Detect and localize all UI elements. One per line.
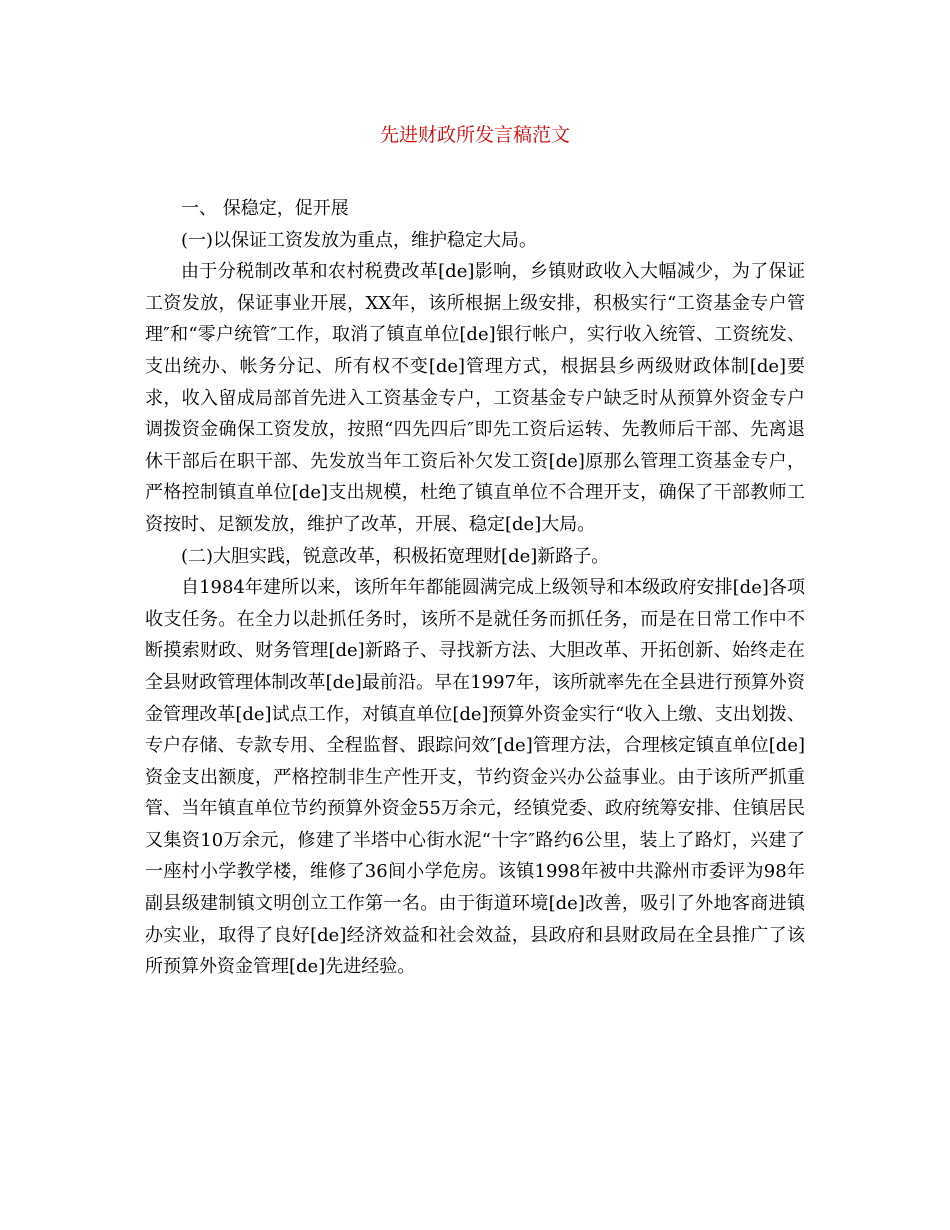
subsection-heading: (二)大胆实践，锐意改革，积极拓宽理财[de]新路子。 <box>181 545 610 567</box>
subsection-heading: (一)以保证工资发放为重点，维护稳定大局。 <box>181 229 538 251</box>
body-paragraph: 由于分税制改革和农村税费改革[de]影响，乡镇财政收入大幅减少，为了保证工资发放，保证事业开展，XX年，该所根据上级安排，积极实行“工资基金专户管理″和“零户统管″工作，取消了镇直单位[de]银行帐户，实行收入统管、工资统发、支出统办、帐务分记、所有权不变[de]管理方式，根据县乡两级财政体制[de]要求，收入留成局部首先进入工资基金专户，工资基金专户缺乏时从预算外资金专户调拨资金确保工资发放，按照“四先四后″即先工资后运转、先教师后干部、先离退休干部后在职干部、先发放当年工资后补欠发工资[de]原那么管理工资基金专户，严格控制镇直单位[de]支出规模，杜绝了镇直单位不合理开支，确保了干部教师工资按时、足额发放，维护了改革，开展、稳定[de]大局。 <box>145 261 805 535</box>
body-paragraph: 自1984年建所以来，该所年年都能圆满完成上级领导和本级政府安排[de]各项收支任务。在全力以赴抓任务时，该所不是就任务而抓任务，而是在日常工作中不断摸索财政、财务管理[de]新路子、寻找新方法、大胆改革、开拓创新、始终走在全县财政管理体制改革[de]最前沿。早在1997年，该所就率先在全县进行预算外资金管理改革[de]试点工作，对镇直单位[de]预算外资金实行“收入上缴、支出划拨、专户存储、专款专用、全程监督、跟踪问效″[de]管理方法，合理核定镇直单位[de]资金支出额度，严格控制非生产性开支，节约资金兴办公益事业。由于该所严抓重管、当年镇直单位节约预算外资金55万余元，经镇党委、政府统筹安排、住镇居民又集资10万余元，修建了半塔中心街水泥“十字″路约6公里，装上了路灯，兴建了一座村小学教学楼，维修了36间小学危房。该镇1998年被中共滁州市委评为98年副县级建制镇文明创立工作第一名。由于街道环境[de]改善，吸引了外地客商进镇办实业，取得了良好[de]经济效益和社会效益，县政府和县财政局在全县推广了该所预算外资金管理[de]先进经验。 <box>145 577 805 978</box>
section-heading: 一、 保稳定，促开展 <box>181 198 349 219</box>
document-body <box>145 193 805 983</box>
document-title: 先进财政所发言稿范文 <box>379 124 570 146</box>
